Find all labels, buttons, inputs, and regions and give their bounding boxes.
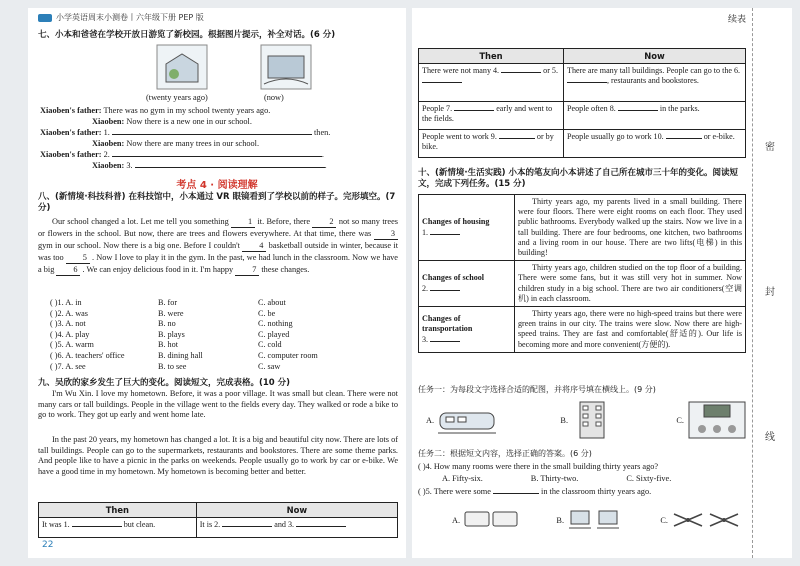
option-item[interactable]: ( )6. A. teachers' office bbox=[50, 350, 125, 360]
answer-blank[interactable] bbox=[454, 110, 494, 111]
left-page bbox=[28, 8, 406, 558]
task-1-pictures bbox=[426, 400, 746, 440]
cell-text: People went to work 9. bbox=[422, 132, 497, 142]
column-header-then: Then bbox=[39, 503, 197, 518]
row-label: Changes of school bbox=[422, 273, 485, 283]
dialogue bbox=[40, 105, 396, 171]
then-now-table-continued bbox=[418, 48, 746, 158]
table-cell bbox=[419, 261, 515, 307]
answer-number: 2. bbox=[422, 283, 429, 293]
option-item[interactable]: B. for bbox=[158, 298, 178, 307]
cloze-blank-6[interactable]: 6 bbox=[56, 264, 80, 276]
cell-text: early and went to the fields. bbox=[422, 104, 553, 124]
option-item[interactable]: B. hot bbox=[158, 340, 179, 350]
series-logo-icon bbox=[38, 14, 52, 22]
column-header-then: Then bbox=[419, 49, 564, 64]
question-4: ( )4. How many rooms were there in the small building thirty years ago? bbox=[418, 462, 659, 471]
picture-option-a[interactable] bbox=[426, 400, 496, 440]
cell-text: or by bike. bbox=[422, 132, 554, 152]
dialogue-tail: then. bbox=[314, 128, 331, 137]
option-item[interactable]: ( )4. A. play bbox=[50, 329, 90, 339]
seal-mark: 密 bbox=[765, 142, 775, 153]
right-page bbox=[412, 8, 752, 558]
answer-blank[interactable] bbox=[493, 493, 539, 494]
answer-number: 1. bbox=[103, 128, 110, 137]
option-letter: C. bbox=[676, 415, 684, 425]
answer-blank[interactable] bbox=[222, 526, 272, 527]
dialogue-line: There was no gym in my school twenty years ago. bbox=[103, 106, 271, 115]
passage-para-1: I'm Wu Xin. I love my hometown. Before, it was a poor village. It was small but clean. There were not many cars or tall buildings. People in the village went to the fields every day. They walked or rode a bike to go to work. They got up early and went home late. bbox=[38, 389, 398, 420]
option-item[interactable]: C. be bbox=[258, 308, 276, 318]
picture-option-c[interactable] bbox=[676, 400, 746, 440]
task-2-title: 任务二：根据短文内容，选择正确的答案。(6 分) bbox=[418, 449, 592, 458]
cell-text: but clean. bbox=[123, 520, 156, 530]
answer-number: 3. bbox=[422, 334, 429, 344]
speaker: Xiaoben's father: bbox=[40, 106, 102, 115]
changes-table bbox=[418, 194, 746, 353]
answer-blank[interactable] bbox=[296, 526, 346, 527]
option-b[interactable] bbox=[556, 509, 622, 531]
answer-blank[interactable] bbox=[72, 526, 122, 527]
cell-text: There are many tall buildings. People can go to the 6. bbox=[567, 66, 741, 76]
answer-blank[interactable] bbox=[567, 82, 607, 83]
continued-label: 续表 bbox=[727, 15, 746, 25]
table-cell bbox=[564, 102, 746, 130]
option-item[interactable]: ( )7. A. see bbox=[50, 361, 86, 371]
table-cell bbox=[419, 102, 564, 130]
cloze-blank-1[interactable]: 1 bbox=[231, 216, 255, 228]
series-title: 小学英语周末小测卷丨六年级下册 PEP 版 bbox=[56, 13, 204, 22]
cell-text: It was 1. bbox=[42, 520, 70, 530]
answer-blank[interactable] bbox=[618, 110, 658, 111]
cell-text: or e-bike. bbox=[703, 132, 735, 142]
cloze-passage bbox=[38, 216, 398, 276]
cell-text: or 5. bbox=[543, 66, 558, 76]
option-item[interactable]: ( )5. A. warm bbox=[50, 340, 94, 350]
answer-blank[interactable] bbox=[499, 138, 535, 139]
option-item[interactable]: C. saw bbox=[258, 361, 281, 371]
section-9-title: 九、吴欣的家乡发生了巨大的变化。阅读短文，完成表格。(10 分) bbox=[38, 378, 291, 388]
cell-text: in the parks. bbox=[659, 104, 700, 114]
table-cell: Thirty years ago, there were no high-speed trains but there were green trains in our city. The trains were slow. Now there are high-speed trains. They are fast and comfortable(舒适的). Our life is becoming more and more convenient(方便的). bbox=[515, 307, 746, 353]
speaker: Xiaoben's father: bbox=[40, 128, 102, 137]
answer-blank[interactable] bbox=[430, 234, 460, 235]
cloze-blank-3[interactable]: 3 bbox=[374, 228, 398, 240]
column-header-now: Now bbox=[564, 49, 746, 64]
option-item[interactable]: C. computer room bbox=[258, 350, 318, 360]
option-item[interactable]: B. no bbox=[158, 319, 176, 329]
caption-then: (twenty years ago) bbox=[146, 93, 208, 102]
cloze-blank-5[interactable]: 5 bbox=[66, 252, 90, 264]
cloze-blank-2[interactable]: 2 bbox=[312, 216, 336, 228]
answer-blank-3[interactable] bbox=[135, 167, 325, 168]
caption-now: (now) bbox=[264, 93, 284, 102]
question-5-options bbox=[452, 502, 742, 538]
passage-text: . Now I love to play it in the gym. In the past, we had lunch in the classroom. Now we have a big bbox=[38, 253, 398, 274]
option-item[interactable]: C. Sixty-five. bbox=[626, 474, 672, 483]
ceiling-fan-image-icon bbox=[672, 509, 742, 531]
passage-text: . We can enjoy delicious food in it. I'm happy bbox=[82, 265, 234, 274]
answer-number: 1. bbox=[422, 227, 429, 237]
option-item[interactable]: ( )1. A. in bbox=[50, 298, 82, 307]
answer-number: 3. bbox=[126, 161, 133, 170]
option-letter: B. bbox=[556, 515, 565, 525]
option-item[interactable]: B. to see bbox=[158, 361, 187, 371]
column-header-now: Now bbox=[196, 503, 397, 518]
option-item[interactable]: B. plays bbox=[158, 329, 185, 339]
passage-text: gym in our school. Now there is a big one. Before I couldn't bbox=[38, 241, 240, 250]
train-image-icon bbox=[438, 403, 496, 437]
passage-text: basketball outside in winter, because it was too bbox=[38, 241, 399, 262]
table-cell bbox=[196, 518, 397, 538]
option-letter: C. bbox=[660, 515, 668, 525]
answer-blank-1[interactable] bbox=[112, 134, 312, 135]
table-cell bbox=[564, 130, 746, 158]
new-school-image-icon bbox=[260, 44, 312, 90]
task-1-title: 任务一：为每段文字选择合适的配图，并将序号填在横线上。(9 分) bbox=[418, 385, 656, 394]
answer-blank[interactable] bbox=[666, 138, 702, 139]
cloze-blank-7[interactable]: 7 bbox=[235, 264, 259, 276]
option-item[interactable]: C. about bbox=[258, 298, 286, 307]
answer-blank[interactable] bbox=[501, 72, 541, 73]
table-cell bbox=[419, 307, 515, 353]
cloze-blank-4[interactable]: 4 bbox=[242, 240, 266, 252]
tall-building-image-icon bbox=[572, 400, 612, 440]
dialogue-line: Now there are many trees in our school. bbox=[126, 139, 260, 148]
cell-text: It is 2. bbox=[199, 520, 221, 530]
seal-mark: 封 bbox=[765, 287, 775, 298]
option-c[interactable] bbox=[660, 509, 742, 531]
section-10-title: 十、(新情境·生活实践) 小本的笔友向小本讲述了自己所在城市三十年的变化。阅读短文，完成下列任务。(15 分) bbox=[418, 168, 738, 189]
binding-strip bbox=[752, 8, 792, 558]
row-label: Changes of housing bbox=[422, 217, 490, 227]
passage-text: Our school changed a lot. Let me tell you something bbox=[52, 217, 229, 226]
picture-option-b[interactable] bbox=[560, 400, 612, 440]
picture-then bbox=[156, 44, 208, 95]
picture-now bbox=[260, 44, 312, 95]
option-letter: A. bbox=[426, 415, 435, 425]
question-5 bbox=[418, 486, 746, 497]
cell-text: People often 8. bbox=[567, 104, 616, 114]
answer-blank-2[interactable] bbox=[112, 156, 322, 157]
question-4-options bbox=[442, 473, 742, 484]
cloze-options bbox=[38, 298, 398, 372]
option-item[interactable]: ( )3. A. not bbox=[50, 319, 86, 329]
dialogue-line: Now there is a new one in our school. bbox=[126, 117, 252, 126]
speaker: Xiaoben: bbox=[92, 161, 125, 170]
seal-mark: 线 bbox=[765, 432, 775, 443]
speaker: Xiaoben: bbox=[92, 117, 125, 126]
cell-text: and 3. bbox=[274, 520, 295, 530]
kaodian-4-title: 考点 4 · 阅读理解 bbox=[176, 180, 258, 191]
passage-text: not so many trees or flowers in the school. But now, there are trees and flowers everywhere. At that time, there was bbox=[38, 217, 398, 238]
option-item[interactable]: B. dining hall bbox=[158, 350, 203, 360]
option-item[interactable]: ( )2. A. was bbox=[50, 308, 88, 318]
passage-text: these changes. bbox=[261, 265, 310, 274]
passage-text: it. Before, there bbox=[257, 217, 311, 226]
air-conditioner-image-icon bbox=[464, 509, 518, 531]
classroom-image-icon bbox=[688, 401, 746, 439]
answer-blank[interactable] bbox=[430, 290, 460, 291]
table-cell: Thirty years ago, my parents lived in a small building. There were four floors. There were eight rooms on each floor. They used public bathrooms. Everybody walked up the stairs. Now we live in a tall building. There are four bedrooms, one kitchen, two bathrooms and a living room in our house. There are two lifts(电梯) in this building! bbox=[515, 195, 746, 261]
dialogue-tail: . bbox=[321, 150, 324, 159]
table-cell bbox=[419, 64, 564, 102]
dialogue-tail: . bbox=[324, 161, 327, 170]
option-item[interactable]: C. played bbox=[258, 329, 290, 339]
then-now-table bbox=[38, 502, 398, 538]
option-item[interactable]: C. cold bbox=[258, 340, 282, 350]
table-cell bbox=[419, 195, 515, 261]
answer-blank[interactable] bbox=[422, 82, 462, 83]
cell-text: There were not many 4. bbox=[422, 66, 500, 76]
question-text: in the classroom thirty years ago. bbox=[541, 487, 652, 496]
option-letter: A. bbox=[452, 515, 461, 525]
option-item[interactable]: A. Fifty-six. bbox=[442, 474, 483, 483]
option-letter: B. bbox=[560, 415, 569, 425]
table-cell bbox=[419, 130, 564, 158]
row-label: Changes of transportation bbox=[422, 314, 473, 334]
page-header bbox=[38, 12, 204, 23]
question-text: ( )5. There were some bbox=[418, 487, 491, 496]
section-8-title: 八、(新情境·科技科普) 在科技馆中，小本通过 VR 眼镜看到了学校以前的样子。完形填空。(7 分) bbox=[38, 192, 396, 213]
speaker: Xiaoben's father: bbox=[40, 150, 102, 159]
section-7-title: 七、小本和爸爸在学校开放日游览了新校园。根据图片提示，补全对话。(6 分) bbox=[38, 30, 336, 40]
answer-number: 2. bbox=[103, 150, 110, 159]
passage-para-2: In the past 20 years, my hometown has changed a lot. It is a big and beautiful city now. There are lots of tall buildings. People can go to the supermarkets, restaurants and bookstores. There are some theme parks. And people like to have a picnic in the parks on weekends. People usually go to work by car or e-bike. We have a good time in my hometown. My hometown is becoming better and better. bbox=[38, 435, 398, 476]
table-cell: Thirty years ago, children studied on the top floor of a building. There were some fans, but it was still very hot in summer. Now children study in a big school. There are two air conditioners(空调机) in each classroom. bbox=[515, 261, 746, 307]
page-number: 22 bbox=[42, 540, 54, 550]
option-a[interactable] bbox=[452, 509, 518, 531]
table-cell bbox=[564, 64, 746, 102]
table-cell bbox=[39, 518, 197, 538]
speaker: Xiaoben: bbox=[92, 139, 125, 148]
cell-text: People 7. bbox=[422, 104, 453, 114]
option-item[interactable]: C. nothing bbox=[258, 319, 293, 329]
option-item[interactable]: B. Thirty-two. bbox=[530, 474, 579, 483]
computer-image-icon bbox=[568, 509, 622, 531]
cell-text: People usually go to work 10. bbox=[567, 132, 664, 142]
cell-text: , restaurants and bookstores. bbox=[607, 76, 699, 86]
old-school-image-icon bbox=[156, 44, 208, 90]
option-item[interactable]: B. were bbox=[158, 308, 184, 318]
answer-blank[interactable] bbox=[430, 341, 460, 342]
